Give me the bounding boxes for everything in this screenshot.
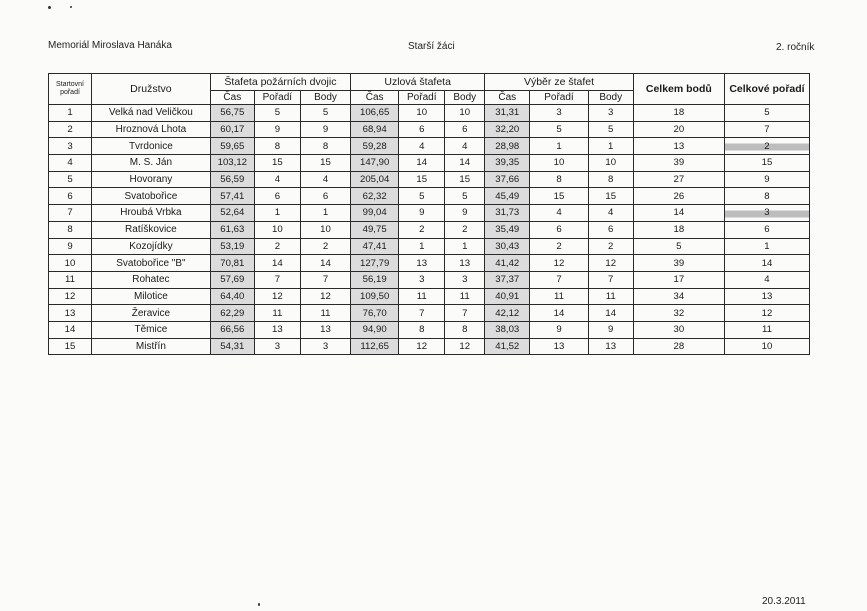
cell-sel-rank: 3: [530, 105, 588, 122]
cell-sel-rank: 7: [530, 271, 588, 288]
cell-knot-rank: 15: [399, 171, 445, 188]
cell-knot-time: 127,79: [351, 255, 399, 272]
cell-overall-rank: 1: [724, 238, 809, 255]
header-points: Body: [300, 91, 350, 105]
cell-sel-rank: 6: [530, 221, 588, 238]
cell-team: Hovorany: [92, 171, 211, 188]
cell-team: Ratíškovice: [92, 221, 211, 238]
cell-knot-rank: 13: [399, 255, 445, 272]
cell-total-points: 17: [633, 271, 724, 288]
cell-overall-rank: 9: [724, 171, 809, 188]
header-time: Čas: [210, 91, 254, 105]
cell-sel-rank: 1: [530, 138, 588, 155]
cell-sel-time: 30,43: [485, 238, 530, 255]
cell-pair-points: 11: [300, 305, 350, 322]
cell-pair-time: 62,29: [210, 305, 254, 322]
cell-pair-time: 57,41: [210, 188, 254, 205]
cell-pair-rank: 1: [254, 205, 300, 222]
cell-pair-points: 3: [300, 338, 350, 355]
header-time: Čas: [351, 91, 399, 105]
cell-start-order: 2: [49, 121, 92, 138]
header-rank: Pořadí: [399, 91, 445, 105]
cell-team: Svatobořice "B": [92, 255, 211, 272]
cell-overall-rank: 2: [724, 138, 809, 155]
cell-knot-time: 205,04: [351, 171, 399, 188]
cell-start-order: 8: [49, 221, 92, 238]
cell-start-order: 12: [49, 288, 92, 305]
cell-overall-rank: 13: [724, 288, 809, 305]
cell-start-order: 6: [49, 188, 92, 205]
cell-start-order: 7: [49, 205, 92, 222]
table-row: [49, 255, 810, 272]
cell-pair-time: 56,75: [210, 105, 254, 122]
cell-sel-rank: 13: [530, 338, 588, 355]
cell-pair-rank: 14: [254, 255, 300, 272]
cell-sel-points: 8: [588, 171, 633, 188]
cell-knot-time: 112,65: [351, 338, 399, 355]
cell-team: Žeravice: [92, 305, 211, 322]
header-total-points: Celkem bodů: [633, 74, 724, 105]
cell-overall-rank: 4: [724, 271, 809, 288]
cell-total-points: 39: [633, 255, 724, 272]
cell-sel-points: 14: [588, 305, 633, 322]
cell-knot-rank: 11: [399, 288, 445, 305]
cell-pair-time: 61,63: [210, 221, 254, 238]
cell-team: Mistřín: [92, 338, 211, 355]
cell-knot-rank: 5: [399, 188, 445, 205]
cell-team: Těmice: [92, 321, 211, 338]
header-points: Body: [588, 91, 633, 105]
cell-team: Tvrdonice: [92, 138, 211, 155]
cell-sel-points: 13: [588, 338, 633, 355]
cell-knot-rank: 4: [399, 138, 445, 155]
cell-sel-time: 39,35: [485, 155, 530, 172]
cell-knot-time: 49,75: [351, 221, 399, 238]
cell-sel-time: 37,37: [485, 271, 530, 288]
cell-team: M. S. Ján: [92, 155, 211, 172]
cell-pair-points: 1: [300, 205, 350, 222]
cell-sel-time: 35,49: [485, 221, 530, 238]
cell-pair-points: 10: [300, 221, 350, 238]
cell-pair-time: 52,64: [210, 205, 254, 222]
cell-pair-rank: 7: [254, 271, 300, 288]
cell-team: Rohatec: [92, 271, 211, 288]
header-time: Čas: [485, 91, 530, 105]
cell-pair-time: 64,40: [210, 288, 254, 305]
edition-label: 2. ročník: [776, 42, 815, 53]
cell-knot-time: 68,94: [351, 121, 399, 138]
cell-sel-time: 40,91: [485, 288, 530, 305]
cell-total-points: 20: [633, 121, 724, 138]
cell-overall-rank: 14: [724, 255, 809, 272]
cell-pair-points: 2: [300, 238, 350, 255]
event-title: Memoriál Miroslava Hanáka: [48, 40, 172, 51]
cell-total-points: 39: [633, 155, 724, 172]
cell-pair-time: 66,56: [210, 321, 254, 338]
cell-sel-points: 7: [588, 271, 633, 288]
table-row: [49, 188, 810, 205]
cell-pair-time: 54,31: [210, 338, 254, 355]
cell-pair-time: 103,12: [210, 155, 254, 172]
cell-team: Hroznová Lhota: [92, 121, 211, 138]
cell-overall-rank: 12: [724, 305, 809, 322]
cell-sel-rank: 11: [530, 288, 588, 305]
table-row: [49, 305, 810, 322]
cell-overall-rank: 3: [724, 205, 809, 222]
cell-knot-rank: 7: [399, 305, 445, 322]
cell-total-points: 28: [633, 338, 724, 355]
cell-pair-points: 9: [300, 121, 350, 138]
cell-sel-rank: 2: [530, 238, 588, 255]
cell-total-points: 18: [633, 221, 724, 238]
cell-total-points: 18: [633, 105, 724, 122]
cell-pair-points: 4: [300, 171, 350, 188]
cell-knot-points: 4: [445, 138, 485, 155]
cell-pair-rank: 2: [254, 238, 300, 255]
cell-knot-time: 47,41: [351, 238, 399, 255]
cell-sel-time: 45,49: [485, 188, 530, 205]
cell-pair-rank: 5: [254, 105, 300, 122]
cell-pair-points: 8: [300, 138, 350, 155]
cell-pair-time: 56,59: [210, 171, 254, 188]
document-date: 20.3.2011: [762, 596, 806, 607]
cell-knot-points: 7: [445, 305, 485, 322]
header-group-knot-relay: Uzlová štafeta: [351, 74, 485, 91]
cell-sel-points: 2: [588, 238, 633, 255]
cell-knot-rank: 2: [399, 221, 445, 238]
cell-knot-time: 94,90: [351, 321, 399, 338]
cell-knot-time: 106,65: [351, 105, 399, 122]
cell-knot-points: 9: [445, 205, 485, 222]
cell-sel-points: 3: [588, 105, 633, 122]
category-title: Starší žáci: [408, 41, 455, 52]
cell-pair-time: 70,81: [210, 255, 254, 272]
table-row: [49, 171, 810, 188]
cell-total-points: 13: [633, 138, 724, 155]
cell-knot-points: 14: [445, 155, 485, 172]
cell-start-order: 3: [49, 138, 92, 155]
cell-total-points: 26: [633, 188, 724, 205]
cell-total-points: 14: [633, 205, 724, 222]
cell-start-order: 1: [49, 105, 92, 122]
cell-knot-rank: 1: [399, 238, 445, 255]
header-points: Body: [445, 91, 485, 105]
cell-sel-time: 41,52: [485, 338, 530, 355]
cell-knot-time: 76,70: [351, 305, 399, 322]
cell-overall-rank: 6: [724, 221, 809, 238]
cell-overall-rank: 7: [724, 121, 809, 138]
cell-start-order: 4: [49, 155, 92, 172]
cell-knot-points: 1: [445, 238, 485, 255]
cell-sel-points: 12: [588, 255, 633, 272]
cell-pair-rank: 10: [254, 221, 300, 238]
cell-pair-points: 7: [300, 271, 350, 288]
cell-total-points: 30: [633, 321, 724, 338]
cell-knot-rank: 9: [399, 205, 445, 222]
cell-sel-rank: 4: [530, 205, 588, 222]
cell-sel-points: 15: [588, 188, 633, 205]
cell-sel-time: 42,12: [485, 305, 530, 322]
cell-sel-points: 10: [588, 155, 633, 172]
cell-pair-time: 59,65: [210, 138, 254, 155]
cell-pair-points: 13: [300, 321, 350, 338]
cell-overall-rank: 15: [724, 155, 809, 172]
cell-knot-points: 3: [445, 271, 485, 288]
cell-sel-time: 32,20: [485, 121, 530, 138]
cell-pair-time: 53,19: [210, 238, 254, 255]
table-row: [49, 338, 810, 355]
cell-start-order: 13: [49, 305, 92, 322]
header-group-relay-selection: Výběr ze štafet: [485, 74, 634, 91]
cell-pair-rank: 6: [254, 188, 300, 205]
cell-total-points: 27: [633, 171, 724, 188]
results-table: [48, 73, 810, 355]
cell-team: Milotice: [92, 288, 211, 305]
cell-knot-rank: 14: [399, 155, 445, 172]
cell-sel-points: 4: [588, 205, 633, 222]
cell-knot-time: 99,04: [351, 205, 399, 222]
cell-team: Hroubá Vrbka: [92, 205, 211, 222]
cell-knot-time: 62,32: [351, 188, 399, 205]
cell-knot-time: 147,90: [351, 155, 399, 172]
scan-speck: [258, 603, 260, 606]
table-row: [49, 321, 810, 338]
cell-overall-rank: 10: [724, 338, 809, 355]
cell-knot-points: 13: [445, 255, 485, 272]
cell-knot-time: 59,28: [351, 138, 399, 155]
header-overall-rank: Celkové pořadí: [724, 74, 809, 105]
table-row: [49, 205, 810, 222]
cell-pair-rank: 15: [254, 155, 300, 172]
table-row: [49, 271, 810, 288]
cell-knot-time: 109,50: [351, 288, 399, 305]
cell-knot-time: 56,19: [351, 271, 399, 288]
table-row: [49, 238, 810, 255]
cell-sel-time: 37,66: [485, 171, 530, 188]
cell-knot-rank: 6: [399, 121, 445, 138]
cell-sel-rank: 12: [530, 255, 588, 272]
table-row: [49, 221, 810, 238]
cell-sel-points: 9: [588, 321, 633, 338]
cell-sel-points: 11: [588, 288, 633, 305]
cell-start-order: 14: [49, 321, 92, 338]
cell-pair-rank: 4: [254, 171, 300, 188]
cell-pair-points: 5: [300, 105, 350, 122]
cell-pair-rank: 11: [254, 305, 300, 322]
cell-sel-time: 38,03: [485, 321, 530, 338]
cell-knot-rank: 8: [399, 321, 445, 338]
header-rank: Pořadí: [254, 91, 300, 105]
table-row: [49, 155, 810, 172]
table-row: [49, 105, 810, 122]
cell-sel-time: 41,42: [485, 255, 530, 272]
cell-pair-rank: 13: [254, 321, 300, 338]
scan-speck: [48, 6, 51, 9]
cell-overall-rank: 5: [724, 105, 809, 122]
cell-pair-rank: 3: [254, 338, 300, 355]
cell-knot-points: 6: [445, 121, 485, 138]
cell-pair-rank: 9: [254, 121, 300, 138]
cell-knot-points: 11: [445, 288, 485, 305]
cell-total-points: 5: [633, 238, 724, 255]
cell-pair-points: 12: [300, 288, 350, 305]
cell-sel-rank: 5: [530, 121, 588, 138]
cell-pair-time: 57,69: [210, 271, 254, 288]
cell-knot-points: 2: [445, 221, 485, 238]
cell-knot-rank: 3: [399, 271, 445, 288]
scan-speck: [70, 6, 72, 8]
cell-knot-points: 12: [445, 338, 485, 355]
cell-knot-points: 5: [445, 188, 485, 205]
cell-start-order: 9: [49, 238, 92, 255]
header-start-order: Startovní pořadí: [49, 74, 92, 105]
header-rank: Pořadí: [530, 91, 588, 105]
cell-sel-rank: 14: [530, 305, 588, 322]
cell-sel-rank: 8: [530, 171, 588, 188]
cell-knot-rank: 12: [399, 338, 445, 355]
cell-pair-points: 14: [300, 255, 350, 272]
cell-sel-time: 28,98: [485, 138, 530, 155]
cell-start-order: 15: [49, 338, 92, 355]
cell-sel-points: 5: [588, 121, 633, 138]
header-row-groups: [49, 74, 810, 91]
cell-overall-rank: 11: [724, 321, 809, 338]
cell-start-order: 5: [49, 171, 92, 188]
cell-sel-points: 1: [588, 138, 633, 155]
cell-knot-points: 8: [445, 321, 485, 338]
table-row: [49, 121, 810, 138]
cell-pair-rank: 12: [254, 288, 300, 305]
cell-pair-points: 6: [300, 188, 350, 205]
cell-sel-time: 31,73: [485, 205, 530, 222]
cell-knot-rank: 10: [399, 105, 445, 122]
cell-pair-time: 60,17: [210, 121, 254, 138]
cell-overall-rank: 8: [724, 188, 809, 205]
header-group-pair-relay: Štafeta požárních dvojic: [210, 74, 350, 91]
cell-knot-points: 15: [445, 171, 485, 188]
cell-sel-rank: 15: [530, 188, 588, 205]
cell-pair-rank: 8: [254, 138, 300, 155]
cell-sel-points: 6: [588, 221, 633, 238]
cell-sel-rank: 9: [530, 321, 588, 338]
cell-start-order: 11: [49, 271, 92, 288]
cell-knot-points: 10: [445, 105, 485, 122]
cell-team: Kozojídky: [92, 238, 211, 255]
cell-start-order: 10: [49, 255, 92, 272]
cell-team: Velká nad Veličkou: [92, 105, 211, 122]
cell-pair-points: 15: [300, 155, 350, 172]
header-team: Družstvo: [92, 74, 211, 105]
cell-total-points: 32: [633, 305, 724, 322]
cell-sel-time: 31,31: [485, 105, 530, 122]
cell-total-points: 34: [633, 288, 724, 305]
table-row: [49, 138, 810, 155]
table-row: [49, 288, 810, 305]
cell-team: Svatobořice: [92, 188, 211, 205]
cell-sel-rank: 10: [530, 155, 588, 172]
